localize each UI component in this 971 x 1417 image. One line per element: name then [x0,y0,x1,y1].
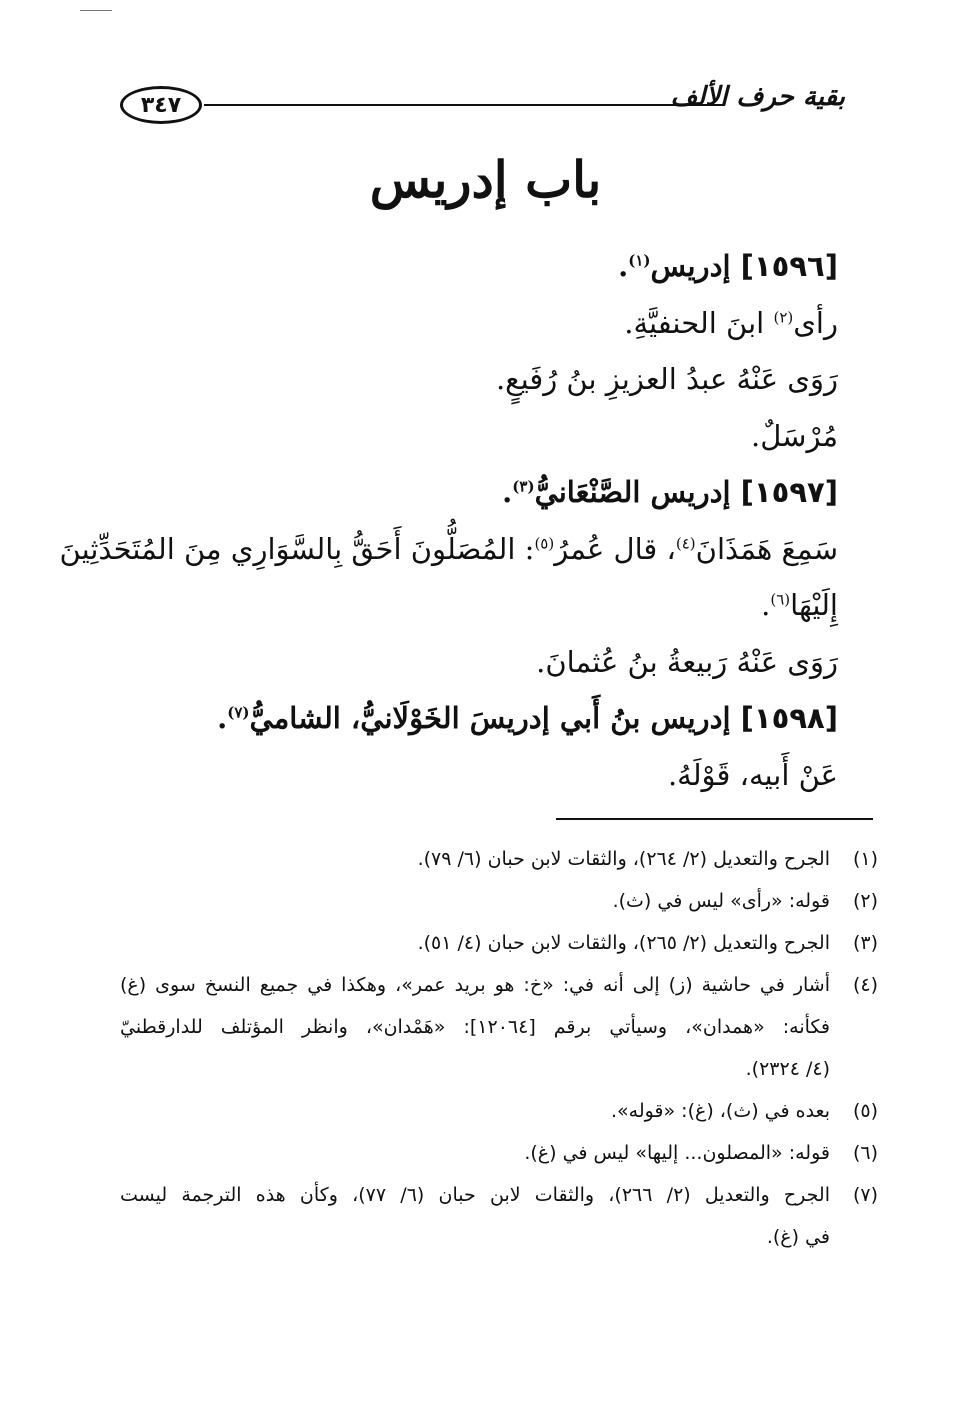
footnote [120,838,878,880]
text-segment: ابنَ الحنفيَّةِ. [624,305,765,340]
header-rule [204,104,725,106]
footnote-number: (٢) [852,890,878,912]
text-segment: إِلَيْهَا [790,588,838,622]
footnote-separator [556,818,873,820]
footnote-text [120,1132,830,1174]
footnote-line: قوله: «المصلون... إليها» ليس في (غ). [524,1142,830,1164]
chapter-title: باب إدريس [369,150,602,209]
footnotes [120,838,878,1258]
entry-name: إدريس [650,249,731,283]
footnote-ref: (١) [628,251,651,270]
footnote-line: فكأنه: «همدان»، وسيأتي برقم [١٢٠٦٤]: «هَمْدان»، وانظر المؤتلف للدارقطنيّ [120,1016,830,1038]
footnote-number: (٧) [852,1184,878,1206]
footnote-ref: (٥) [534,533,555,552]
footnote-text [120,1174,830,1258]
footnote-line: (٤/ ٢٣٢٤). [745,1058,830,1080]
footnote-line: أشار في حاشية (ز) إلى أنه في: «خ: هو بريد عمر»، وهكذا في جميع النسخ سوى (غ) [120,974,830,996]
footnote-ref: (٤) [675,533,696,552]
footnote-number: (٣) [852,932,878,954]
main-text [59,238,838,803]
footnote-line: قوله: «رأى» ليس في (ث). [612,890,830,912]
footnote-number: (٤) [852,974,878,996]
entry-name: إدريس بنُ أَبي إدريسَ الخَوْلَانيُّ، الشاميُّ [249,701,731,735]
entry-heading [120,238,838,295]
footnote-ref: (٢) [773,307,794,326]
punctuation: . [502,475,513,509]
footnote-ref: (٦) [770,590,791,609]
text-line [59,521,838,578]
footnote-line: الجرح والتعديل (٢/ ٢٦٦)، والثقات لابن حبان (٦/ ٧٧)، وكأن هذه الترجمة ليست [120,1184,830,1206]
footnote-line: بعده في (ث)، (غ): «قوله». [610,1100,830,1122]
footnote [120,880,878,922]
footnote-text [120,838,830,880]
footnote [120,1132,878,1174]
footnote-line: الجرح والتعديل (٢/ ٢٦٤)، والثقات لابن حبان (٦/ ٧٩). [417,848,830,870]
text-line: رَوَى عَنْهُ رَبيعةُ بنُ عُثمانَ. [536,644,838,679]
punctuation: . [618,249,629,283]
footnote-number: (١) [852,848,878,870]
top-left-rule [80,10,112,11]
footnote [120,922,878,964]
footnote-text [120,880,830,922]
entry-number: [١٥٩٨] [740,701,838,735]
footnote-text [120,964,830,1090]
punctuation: . [217,701,228,735]
text-segment: : المُصَلُّونَ أَحَقُّ بِالسَّوَارِي مِنَ المُتَحَدِّثِينَ [59,531,535,566]
punctuation: . [761,588,771,622]
running-title: بقية حرف الألف [670,82,845,112]
text-line [120,577,838,634]
footnote-number: (٦) [852,1142,878,1164]
footnote-text [120,1090,830,1132]
text-segment: سَمِعَ هَمَذَانَ [695,531,838,566]
footnote-text [120,922,830,964]
footnote-line: الجرح والتعديل (٢/ ٢٦٥)، والثقات لابن حبان (٤/ ٥١). [417,932,830,954]
text-line: مُرْسَلٌ. [750,418,838,453]
footnote-ref: (٧) [227,703,250,722]
page-number: ٣٤٧ [120,86,202,124]
text-line: عَنْ أَبيه، قَوْلَهُ. [667,757,838,792]
entry-number: [١٥٩٦] [740,249,838,283]
footnote-ref: (٣) [512,477,535,496]
footnote-number: (٥) [852,1100,878,1122]
entry-name: إدريس الصَّنْعَانيُّ [534,475,731,509]
entry-number: [١٥٩٧] [740,475,838,509]
footnote [120,964,878,1090]
text-line: رَوَى عَنْهُ عبدُ العزيزِ بنُ رُفَيعٍ. [495,362,838,396]
text-segment: رأى [793,305,838,340]
page-header [120,82,845,132]
footnote [120,1174,878,1258]
text-line [120,295,838,352]
entry-heading [120,690,838,747]
footnote [120,1090,878,1132]
entry-heading [120,464,838,521]
footnote-line: في (غ). [766,1226,830,1248]
text-segment: ، قال عُمرُ [554,531,676,566]
